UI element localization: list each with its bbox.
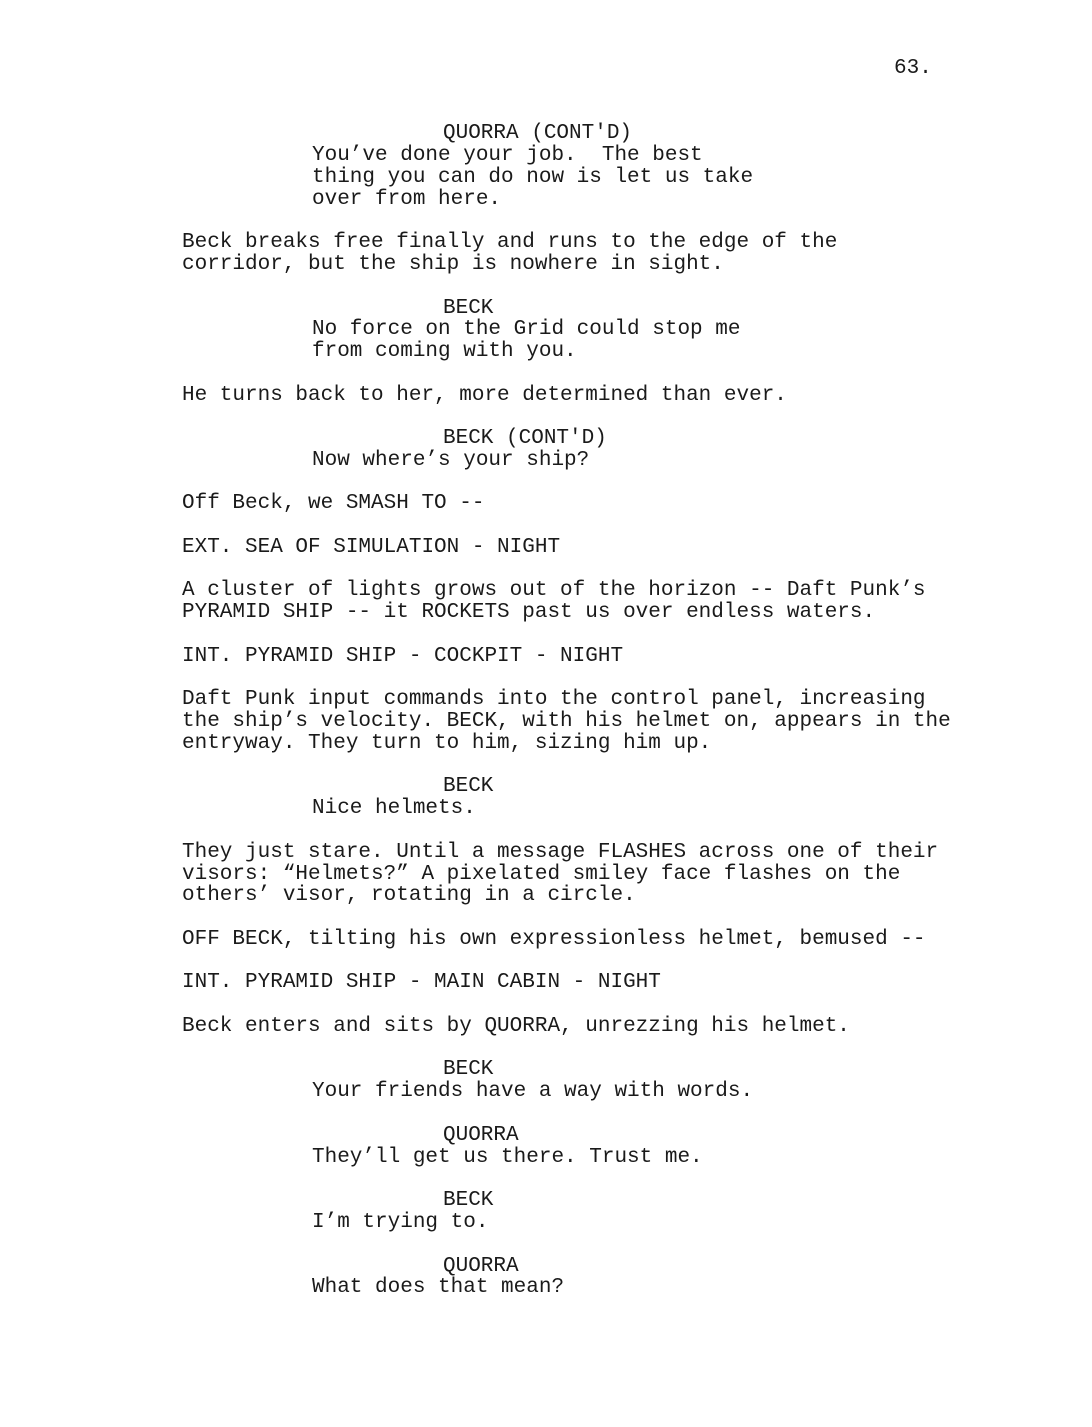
dialogue-line: thing you can do now is let us take bbox=[312, 166, 754, 189]
scene-heading: EXT. SEA OF SIMULATION - NIGHT bbox=[182, 536, 561, 559]
transition-line: Off Beck, we SMASH TO -- bbox=[182, 492, 485, 515]
action-line: the ship’s velocity. BECK, with his helmet on, appears in the bbox=[182, 710, 951, 733]
character-cue: BECK bbox=[443, 1058, 494, 1081]
action-line: Daft Punk input commands into the control panel, increasing bbox=[182, 688, 926, 711]
dialogue-line: Nice helmets. bbox=[312, 797, 476, 820]
dialogue-line: They’ll get us there. Trust me. bbox=[312, 1146, 703, 1169]
action-line: PYRAMID SHIP -- it ROCKETS past us over endless waters. bbox=[182, 601, 876, 624]
character-cue: QUORRA bbox=[443, 1255, 519, 1278]
page-number: 63. bbox=[894, 57, 932, 80]
action-line: corridor, but the ship is nowhere in sight. bbox=[182, 253, 724, 276]
action-line: entryway. They turn to him, sizing him up. bbox=[182, 732, 712, 755]
action-line: He turns back to her, more determined than ever. bbox=[182, 384, 787, 407]
dialogue-line: over from here. bbox=[312, 188, 502, 211]
character-cue: BECK bbox=[443, 775, 494, 798]
dialogue-line: Your friends have a way with words. bbox=[312, 1080, 754, 1103]
dialogue-line: Now where’s your ship? bbox=[312, 449, 590, 472]
character-cue: QUORRA (CONT'D) bbox=[443, 122, 633, 145]
action-line: Beck breaks free finally and runs to the edge of the bbox=[182, 231, 838, 254]
action-line: visors: “Helmets?” A pixelated smiley face flashes on the bbox=[182, 863, 901, 886]
character-cue: BECK bbox=[443, 297, 494, 320]
action-line: Beck enters and sits by QUORRA, unrezzing his helmet. bbox=[182, 1015, 850, 1038]
action-line: OFF BECK, tilting his own expressionless helmet, bemused -- bbox=[182, 928, 926, 951]
action-line: They just stare. Until a message FLASHES across one of their bbox=[182, 841, 939, 864]
action-line: A cluster of lights grows out of the horizon -- Daft Punk’s bbox=[182, 579, 926, 602]
dialogue-line: from coming with you. bbox=[312, 340, 577, 363]
scene-heading: INT. PYRAMID SHIP - MAIN CABIN - NIGHT bbox=[182, 971, 661, 994]
dialogue-line: I’m trying to. bbox=[312, 1211, 489, 1234]
character-cue: BECK bbox=[443, 1189, 494, 1212]
scene-heading: INT. PYRAMID SHIP - COCKPIT - NIGHT bbox=[182, 645, 624, 668]
character-cue: BECK (CONT'D) bbox=[443, 427, 607, 450]
character-cue: QUORRA bbox=[443, 1124, 519, 1147]
dialogue-line: No force on the Grid could stop me bbox=[312, 318, 741, 341]
dialogue-line: You’ve done your job. The best bbox=[312, 144, 703, 167]
dialogue-line: What does that mean? bbox=[312, 1276, 565, 1299]
action-line: others’ visor, rotating in a circle. bbox=[182, 884, 636, 907]
